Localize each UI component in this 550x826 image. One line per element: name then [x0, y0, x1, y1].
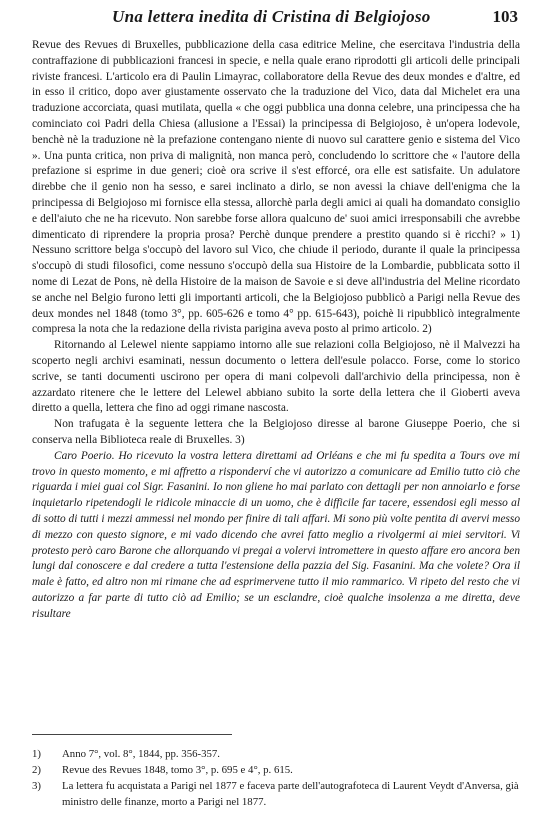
footnote-mark: 2) [32, 764, 41, 776]
footnote [32, 746, 520, 762]
footnote-mark: 3) [32, 780, 41, 792]
footnote [32, 778, 520, 810]
letter-quotation [32, 449, 520, 623]
page-header [32, 4, 518, 28]
paragraph-letter-intro: Non trafugata è la seguente lettera che la Belgiojoso diresse al barone Giuseppe Poerio, che si conserva nella Biblioteca reale di Bruxelles. 3) [32, 418, 520, 446]
footnote-divider [32, 734, 232, 735]
footnote-mark: 1) [32, 748, 41, 760]
page-number: 103 [492, 7, 518, 26]
body-text [32, 38, 520, 622]
letter-text: Caro Poerio. Ho ricevuto la vostra lettera direttami ad Orléans e che mi fu spedita a Tours ove mi trovo in questo momento, e mi affretto a risponderví che vi autorizzo a comunicare ad Emilio tutto ciò che riguarda i miei guai col Sigr. Fasanini. Io non gliene ho mai parlato con dettagli per non annoiarlo e forse inquietarlo ripetendogli le ridicole minaccie di un uomo, che è difficile far tacere, essendosi egli messo al di sotto di tutti i mezzi ammessi nel mondo per finire di tali affari. Mi sono più volte pentita di avervi messo di mezzo con questo signore, e mi vado dicendo che avrei fatto meglio a rivolgermi ai miei servitori. Vi protesto però caro Barone che allorquando vi pregai a volervi intromettere in questo affare ero ancora ben lungi dal conoscere e dal credere a tutta l'estensione della pazzia del Sig. Fasanini. Ma che volete? Ora il male è fatto, ed altro non mi rimane che ad esprimervene tutto il mio rammarico. Vi ripeto del resto che vi autorizzo a far parte di tutto ciò ad Emilio; se un esclandre, cioè qualche insolenza a me diretta, deve risultare [32, 449, 520, 620]
footnote [32, 762, 520, 778]
footnote-text: Revue des Revues 1848, tomo 3°, p. 695 e 4°, p. 615. [62, 764, 293, 776]
running-title: Una lettera inedita di Cristina di Belgiojoso [112, 7, 431, 26]
footnote-text: Anno 7°, vol. 8°, 1844, pp. 356-357. [62, 748, 220, 760]
paragraph-lelewel: Ritornando al Lelewel niente sappiamo intorno alle sue relazioni colla Belgiojoso, nè il Malvezzi ha scoperto negli archivi esaminati, nessun documento o lettera dell'esule polacco. Forse, come lo storico scrive, se tanti documenti uscirono per opera di mani colpevoli dall'archivio della principessa, non è azzardato ritenere che le lettere del Lelewel abbiano subito la sorte della lettera che il Gioberti aveva diretto a quella, lettera che fino ad oggi rimane nascosta. [32, 339, 520, 415]
paragraph-revue-des-revues: Revue des Revues di Bruxelles, pubblicazione della casa editrice Meline, che esercitava l'industria della contraffazione di pubblicazioni francesi in specie, e nella quale erano riprodotti gli articoli delle principali riviste francesi. L'articolo era di Paulin Limayrac, collaboratore della Revue des deux mondes e d'altre, ed in esso il critico, dopo aver giustamente osservato che la traduzione del Vico, data dal Michelet era una traduzione accorciata, quasi mutilata, quella « che oggi pubblica una donna celebre, una principessa che ha cominciato coi Padri della Chiesa (allusione a l'Essai) la principessa di Belgiojoso, è un'opera lodevole, benchè nè la traduzione nè la prefazione contengano niente di nuovo sul carattere genio e sistema del Vico ». Una punta critica, non priva di malignità, non manca però, concludendo lo scrittore che « l'autore della prefazione si esprime in due generi; cioè ora scrive il s'est efforcé, ora elle est satisfaite. Un adulatore direbbe che il genio non ha sesso, e sarei inclinato a dirlo, se non avessi la chiave dell'enigma che la principessa di Belgiojoso mi fornisce ella stessa, allorchè parla degli amici ai quali ha domandato consiglio e dell'aiuto che ne ha ricevuto. Non sarebbe forse allora qualcuno de' suoi amici irresponsabili che avrebbe dimenticato di riprendere la propria prosa? Perchè dunque prendere a prestito quando si è ricchi? » 1) Nessuno scrittore belga s'occupò del lavoro sul Vico, che chiude il periodo, durante il quale la principessa s'occupò di studi filosofici, come nessuno s'occupò della sua Histoire de la Lombardie, pubblicata sotto il nome di Lezat de Pons, nè della Histoire de la maison de Savoie e si deve all'industria del Meline ricordato se anche nel Belgio furono letti gli importanti articoli, che la Belgiojoso pubblicò a Parigi nella Revue des deux mondes nel 1848 (tomo 3°, pp. 605-626 e tomo 4° pp. 615-643), poichè li ripubblicò integralmente compresa la nota che la redazione della rivista parigina aveva posto al primo articolo. 2) [32, 39, 520, 336]
footnotes [32, 746, 520, 810]
footnote-text: La lettera fu acquistata a Parigi nel 1877 e faceva parte dell'autografoteca di Laurent Veydt d'Anversa, già ministro delle finanze, morto a Parigi nel 1877. [62, 780, 519, 808]
